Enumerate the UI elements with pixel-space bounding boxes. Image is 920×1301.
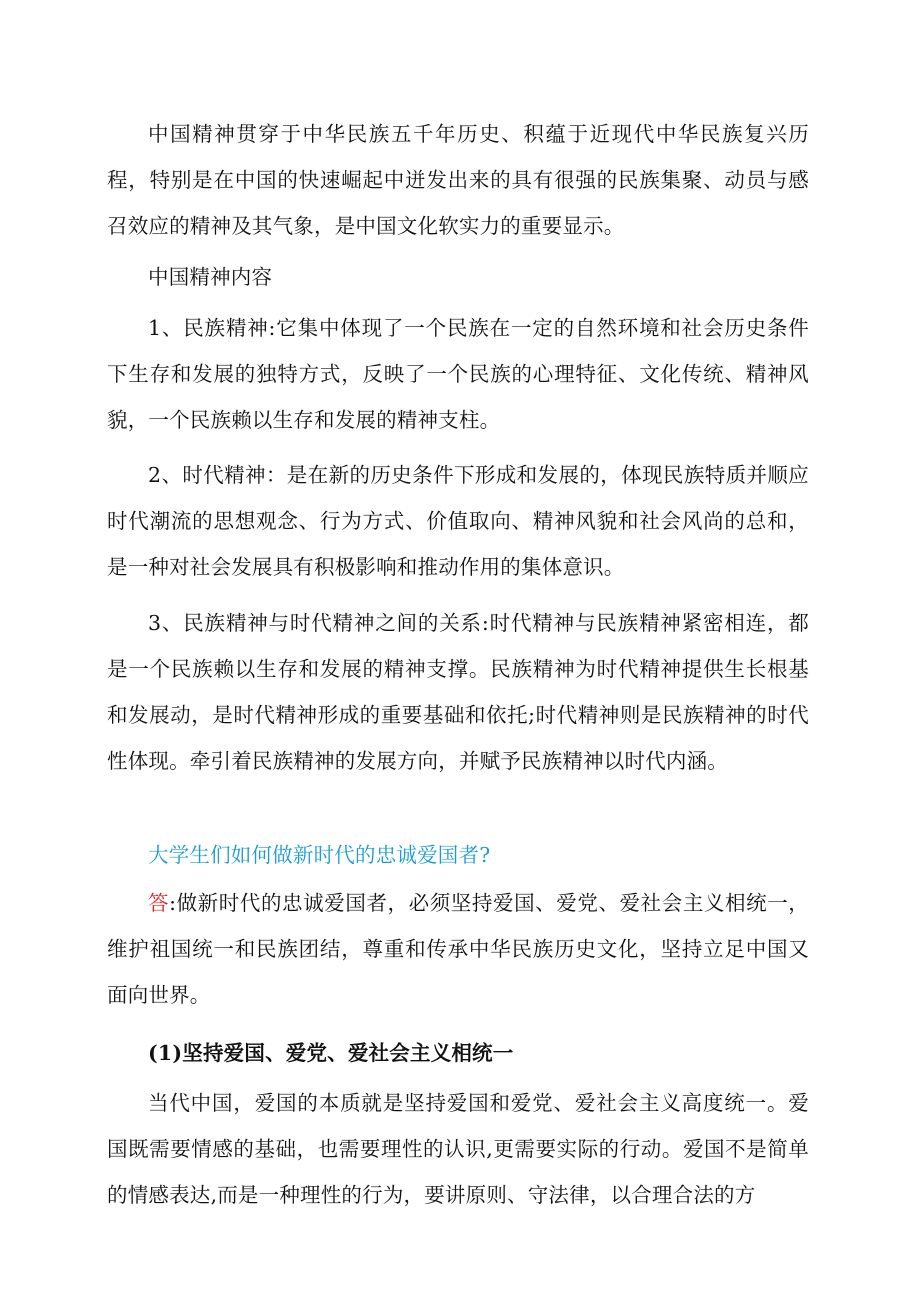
answer-text: :做新时代的忠诚爱国者，必须坚持爱国、爱党、爱社会主义相统一，维护祖国统一和民族团结，尊重和传承中华民族历史文化，坚持立足中国又面向世界。	[107, 891, 809, 1007]
answer-paragraph	[107, 880, 809, 1018]
intro-paragraph: 中国精神贯穿于中华民族五千年历史、积蕴于近现代中华民族复兴历程，特别是在中国的快速崛起中迸发出来的具有很强的民族集聚、动员与感召效应的精神及其气象，是中国文化软实力的重要显示。	[107, 122, 809, 238]
item-era-spirit: 2、时代精神：是在新的历史条件下形成和发展的，体现民族特质并顺应时代潮流的思想观念、行为方式、价值取向、精神风貌和社会风尚的总和，是一种对社会发展具有积极影响和推动作用的集体意识。	[107, 463, 809, 579]
answer-label: 答	[148, 891, 170, 915]
content-title: 中国精神内容	[148, 265, 273, 289]
section-title: (1)坚持爱国、爱党、爱社会主义相统一	[148, 1041, 514, 1065]
question-title: 大学生们如何做新时代的忠诚爱国者?	[148, 843, 491, 867]
item-ethnic-spirit: 1、民族精神:它集中体现了一个民族在一定的自然环境和社会历史条件下生存和发展的独特方式，反映了一个民族的心理特征、文化传统、精神风貌，一个民族赖以生存和发展的精神支柱。	[107, 316, 809, 432]
section-body: 当代中国，爱国的本质就是坚持爱国和爱党、爱社会主义高度统一。爱国既需要情感的基础，也需要理性的认识,更需要实际的行动。爱国不是简单的情感表达,而是一种理性的行为，要讲原则、守法律，以合理合法的方	[107, 1091, 809, 1207]
item-relationship: 3、民族精神与时代精神之间的关系:时代精神与民族精神紧密相连，都是一个民族赖以生存和发展的精神支撑。民族精神为时代精神提供生长根基和发展动，是时代精神形成的重要基础和依托;时代精神则是民族精神的时代性体现。牵引着民族精神的发展方向，并赋予民族精神以时代内涵。	[107, 611, 809, 773]
